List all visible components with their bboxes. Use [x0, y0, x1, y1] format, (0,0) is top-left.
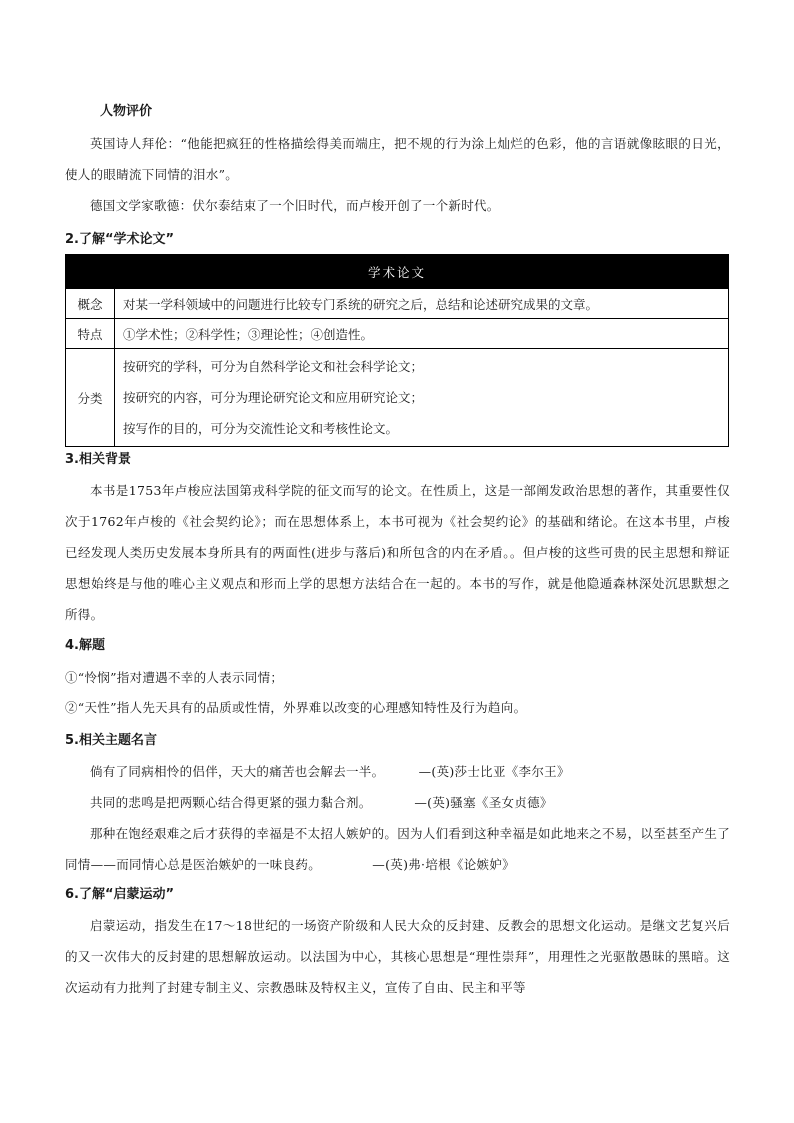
byron-quote: 英国诗人拜伦：“他能把疯狂的性格描绘得美而端庄，把不规的行为涂上灿烂的色彩，他的言语就像眩眼的日光，使人的眼睛流下同情的泪水”。 — [65, 136, 730, 182]
quote-source: —(英)骚塞《圣女贞德》 — [414, 795, 553, 810]
classification-line: 按研究的学科，可分为自然科学论文和社会科学论文； — [123, 359, 424, 374]
features-label: 特点 — [66, 319, 115, 349]
quote-text: 那种在饱经艰难之后才获得的幸福是不太招人嫉妒的。因为人们看到这种幸福是如此地来之不易，以至甚至产生了同情——而同情心总是医治嫉妒的一味良药。 — [65, 826, 731, 872]
figure-eval-heading: 人物评价 — [100, 104, 153, 119]
table-row-classification — [66, 349, 729, 447]
enlightenment-paragraph: 启蒙运动，指发生在17～18世纪的一场资产阶级和人民大众的反封建、反教会的思想文化运动。是继文艺复兴后的又一次伟大的反封建的思想解放运动。以法国为中心，其核心思想是“理性崇拜”，用理性之光驱散愚昧的黑暗。这次运动有力批判了封建专制主义、宗教愚昧及特权主义，宣传了自由、民主和平等 — [65, 918, 730, 995]
section-6-title: 6.了解“启蒙运动” — [65, 887, 175, 902]
section-4-title: 4.解题 — [65, 638, 105, 653]
quote-3 — [65, 818, 730, 880]
classification-cell — [115, 349, 729, 447]
table-header: 学术论文 — [66, 255, 729, 289]
section-3-title: 3.相关背景 — [65, 452, 131, 467]
background-paragraph: 本书是1753年卢梭应法国第戎科学院的征文而写的论文。在性质上，这是一部阐发政治思想的著作，其重要性仅次于1762年卢梭的《社会契约论》；而在思想体系上，本书可视为《社会契约论》的基础和绪论。在这本书里，卢梭已经发现人类历史发展本身所具有的两面性(进步与落后)和所包含的内在矛盾。。但卢梭的这些可贵的民主思想和辩证思想始终是与他的唯心主义观点和形而上学的思想方法结合在一起的。本书的写作，就是他隐遁森林深处沉思默想之所得。 — [65, 483, 730, 622]
table-row-concept — [66, 289, 729, 319]
concept-label: 概念 — [66, 289, 115, 319]
interpretation-2: ②“天性”指人先天具有的品质或性情，外界难以改变的心理感知特性及行为趋向。 — [65, 700, 527, 715]
quote-1 — [65, 756, 730, 787]
classification-line: 按写作的目的，可分为交流性论文和考核性论文。 — [123, 421, 399, 436]
academic-paper-table — [65, 254, 729, 447]
quote-2 — [65, 787, 730, 818]
concept-text: 对某一学科领域中的问题进行比较专门系统的研究之后，总结和论述研究成果的文章。 — [115, 289, 729, 319]
interpretation-1: ①“怜悯”指对遭遇不幸的人表示同情； — [65, 670, 284, 685]
quote-text: 倘有了同病相怜的侣伴，天大的痛苦也会解去一半。 — [90, 764, 385, 779]
section-2-title: 2.了解“学术论文” — [65, 232, 175, 247]
section-5-title: 5.相关主题名言 — [65, 733, 157, 748]
features-text: ①学术性；②科学性；③理论性；④创造性。 — [115, 319, 729, 349]
classification-line: 按研究的内容，可分为理论研究论文和应用研究论文； — [123, 390, 424, 405]
classification-label: 分类 — [66, 349, 115, 447]
table-row-features — [66, 319, 729, 349]
quote-source: —(英)弗·培根《论嫉妒》 — [372, 857, 515, 872]
quote-text: 共同的悲鸣是把两颗心结合得更紧的强力黏合剂。 — [90, 795, 372, 810]
goethe-quote: 德国文学家歌德：伏尔泰结束了一个旧时代，而卢梭开创了一个新时代。 — [90, 198, 500, 213]
quote-source: —(英)莎士比亚《李尔王》 — [418, 764, 570, 779]
